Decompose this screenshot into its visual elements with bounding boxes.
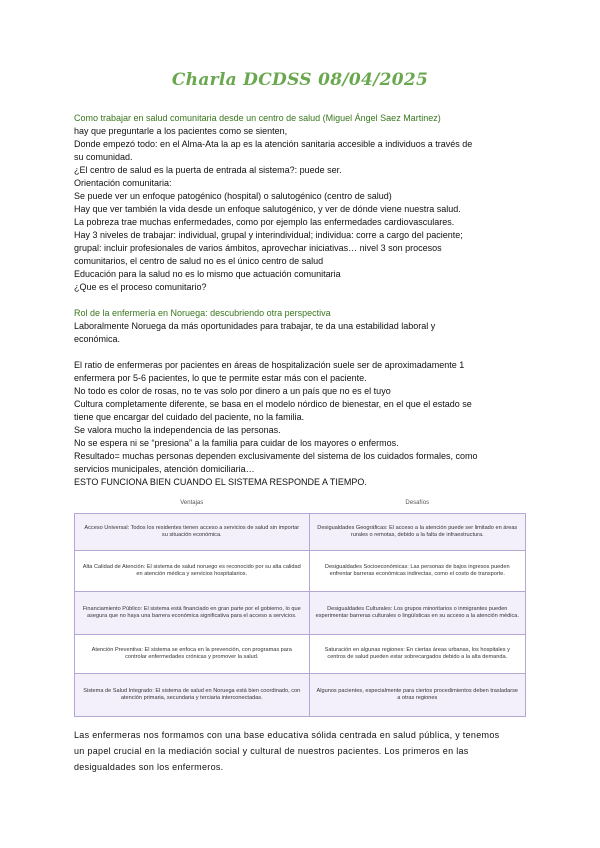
page-title: Charla DCDSS 08/04/2025 (171, 70, 429, 90)
text-line: Hay 3 niveles de trabajar: individual, grupal y interindividual; individua: corre a cargo del paciente; (74, 230, 463, 240)
text-line: servicios municipales, atención domiciliaria… (74, 464, 255, 474)
table-row (75, 514, 526, 551)
table-row (75, 674, 526, 717)
column-header-advantages: Ventajas (75, 494, 310, 514)
text-line: desigualdades son los enfermeros. (74, 762, 224, 772)
document-page (74, 70, 526, 775)
table-cell: Desigualdades Geográficas: El acceso a la atención puede ser limitado en áreas rurales o remotas, debido a la falta de infraestructura. (309, 514, 525, 551)
spacer (74, 346, 526, 359)
text-line: Donde empezó todo: en el Alma-Ata la ap es la atención sanitaria accesible a individuos a través de (74, 139, 473, 149)
section-heading-community-health: Como trabajar en salud comunitaria desde un centro de salud (Miguel Ángel Saez Martinez) (74, 113, 441, 123)
table-cell: Saturación en algunas regiones: En ciertas áreas urbanas, los hospitales y centros de salud pueden estar sobrecargados debido a la alta demanda. (309, 635, 525, 674)
text-line: grupal: incluir profesionales de varios ámbitos, aprovechar iniciativas… nivel 3 son procesos (74, 243, 442, 253)
text-line: Orientación comunitaria: (74, 178, 172, 188)
text-line: No todo es color de rosas, no te vas solo por dinero a un país que no es el tuyo (74, 386, 391, 396)
advantages-challenges-table (74, 494, 526, 717)
text-line: El ratio de enfermeras por pacientes en áreas de hospitalización suele ser de aproximadamente 1 (74, 360, 465, 370)
table-header-row (75, 494, 526, 514)
text-line: Se valora mucho la independencia de las personas. (74, 425, 281, 435)
text-line: ESTO FUNCIONA BIEN CUANDO EL SISTEMA RESPONDE A TIEMPO. (74, 477, 367, 487)
column-header-challenges: Desafíos (309, 494, 525, 514)
text-line: ¿Que es el proceso comunitario? (74, 282, 207, 292)
table-row (75, 551, 526, 592)
table-cell: Desigualdades Culturales: Los grupos minoritarios o inmigrantes pueden experimentar barreras culturales o lingüísticas en su acceso a la atención médica. (309, 592, 525, 635)
text-line: Se puede ver un enfoque patogénico (hospital) o salutogénico (centro de salud) (74, 191, 392, 201)
text-line: comunitarios, el centro de salud no es el único centro de salud (74, 256, 324, 266)
table-cell: Sistema de Salud Integrado: El sistema de salud en Noruega está bien coordinado, con atención primaria, secundaria y terciaria interconectadas. (75, 674, 310, 717)
table-cell: Algunos pacientes, especialmente para ciertos procedimientos deben trasladarse a otras regiones (309, 674, 525, 717)
table-cell: Financiamiento Público: El sistema está financiado en gran parte por el gobierno, lo que asegura que no haya una barrera económica significativa para el acceso a servicios. (75, 592, 310, 635)
table-row (75, 635, 526, 674)
text-line: Cultura completamente diferente, se basa en el modelo nórdico de bienestar, en el que el estado se (74, 399, 472, 409)
table-cell: Desigualdades Socioeconómicas: Las personas de bajos ingresos pueden enfrentar barreras económicas indirectas, como el costo de transporte. (309, 551, 525, 592)
text-line: ¿El centro de salud es la puerta de entrada al sistema?: puede ser. (74, 165, 342, 175)
closing-paragraph (74, 727, 526, 775)
text-line: Educación para la salud no es lo mismo que actuación comunitaria (74, 269, 341, 279)
table-cell: Atención Preventiva: El sistema se enfoca en la prevención, con programas para controlar enfermedades crónicas y promover la salud. (75, 635, 310, 674)
table-row (75, 592, 526, 635)
text-line: Las enfermeras nos formamos con una base educativa sólida centrada en salud pública, y tenemos (74, 730, 500, 740)
text-line: hay que preguntarle a los pacientes como se sienten, (74, 126, 288, 136)
text-line: económica. (74, 334, 121, 344)
text-line: un papel crucial en la mediación social y cultural de nuestros pacientes. Los primeros en las (74, 746, 469, 756)
text-line: tiene que encargar del cuidado del paciente, no la familia. (74, 412, 305, 422)
section-heading-norway-nursing: Rol de la enfermería en Noruega: descubriendo otra perspectiva (74, 308, 331, 318)
text-line: Hay que ver también la vida desde un enfoque salutogénico, y ver de dónde viene nuestra salud. (74, 204, 461, 214)
table-cell: Acceso Universal: Todos los residentes tienen acceso a servicios de salud sin importar su situación económica. (75, 514, 310, 551)
text-line: La pobreza trae muchas enfermedades, como por ejemplo las enfermedades cardiovasculares. (74, 217, 455, 227)
text-line: Resultado= muchas personas dependen exclusivamente del sistema de los cuidados formales, como (74, 451, 478, 461)
table-cell: Alta Calidad de Atención: El sistema de salud noruego es reconocido por su alta calidad en atención médica y servicios hospitalarios. (75, 551, 310, 592)
text-line: su comunidad. (74, 152, 133, 162)
text-line: No se espera ni se “presiona” a la familia para cuidar de los mayores o enfermos. (74, 438, 399, 448)
text-line: Laboralmente Noruega da más oportunidades para trabajar, te da una estabilidad laboral y (74, 321, 436, 331)
spacer (74, 294, 526, 307)
text-line: enfermera por 5-6 pacientes, lo que te permite estar más con el paciente. (74, 373, 367, 383)
